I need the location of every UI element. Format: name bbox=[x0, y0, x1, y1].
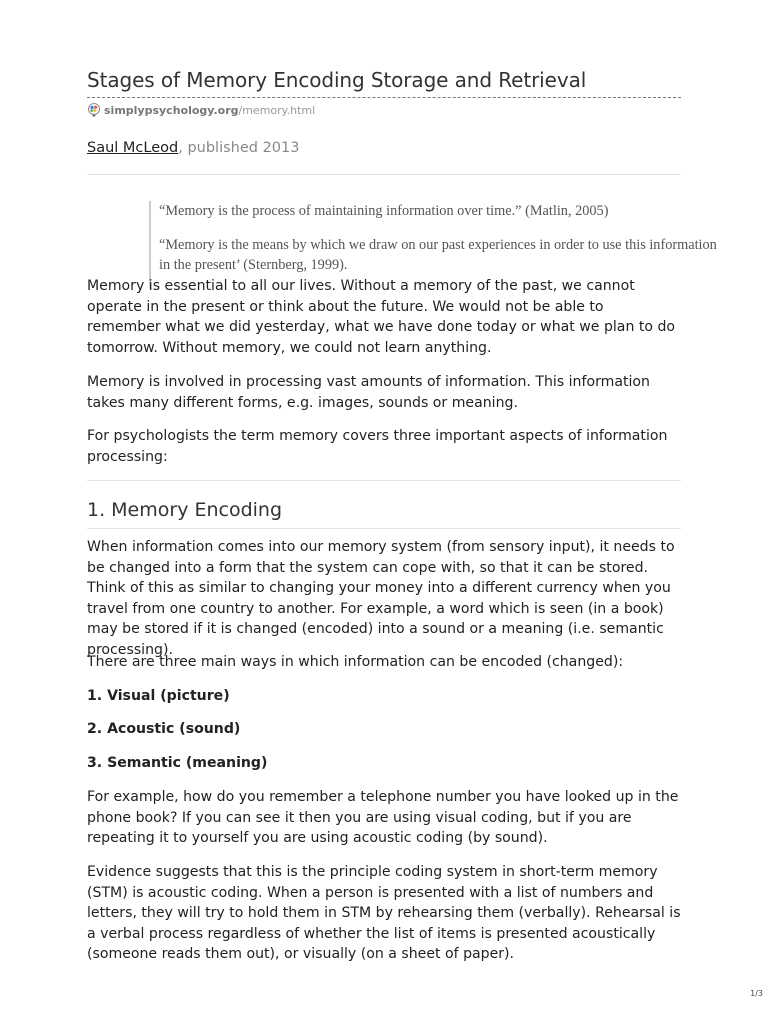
quote-sternberg: “Memory is the means by which we draw on our past experiences in order to use this information in the present’ (Sternberg, 1999). bbox=[159, 237, 717, 274]
page-number: 1/3 bbox=[750, 989, 763, 998]
list-item-semantic: 3. Semantic (meaning) bbox=[87, 755, 268, 771]
source-domain: simplypsychology.org bbox=[104, 103, 239, 117]
section-divider bbox=[87, 480, 681, 481]
heading-underline bbox=[87, 528, 681, 529]
section-heading-memory-encoding: 1. Memory Encoding bbox=[87, 499, 283, 521]
encoding-paragraph-3: For example, how do you remember a telephone number you have looked up in the phone book? If you can see it then you are using visual coding, but if you are repeating it to yourself you are using acoustic coding (by sound). bbox=[87, 789, 679, 846]
page-title: Stages of Memory Encoding Storage and Retrieval bbox=[87, 68, 587, 92]
encoding-paragraph-4: Evidence suggests that this is the principle coding system in short-term memory (STM) is acoustic coding. When a person is presented with a list of numbers and letters, they will try to hold them in STM by rehearsing them (verbally). Rehearsal is a verbal process regardless of whether the list of items is presented acoustically (someone reads them out), or visually (on a sheet of paper). bbox=[87, 864, 681, 962]
quote-matlin: “Memory is the process of maintaining information over time.” (Matlin, 2005) bbox=[159, 203, 609, 220]
intro-paragraph-1: Memory is essential to all our lives. Without a memory of the past, we cannot operate in the present or think about the future. We would not be able to remember what we did yesterday, what we have done today or what we plan to do tomorrow. Without memory, we could not learn anything. bbox=[87, 278, 676, 356]
source-link[interactable] bbox=[104, 104, 315, 117]
list-item-acoustic: 2. Acoustic (sound) bbox=[87, 721, 241, 737]
source-line bbox=[87, 103, 315, 117]
title-divider bbox=[87, 97, 681, 98]
source-path: /memory.html bbox=[238, 103, 316, 117]
encoding-paragraph-2: There are three main ways in which information can be encoded (changed): bbox=[87, 654, 624, 670]
publish-date: , published 2013 bbox=[178, 140, 300, 156]
intro-paragraph-3: For psychologists the term memory covers three important aspects of information processing: bbox=[87, 428, 668, 465]
site-logo-icon bbox=[87, 103, 101, 117]
encoding-paragraph-1: When information comes into our memory system (from sensory input), it needs to be changed into a form that the system can cope with, so that it can be stored. Think of this as similar to changing your money into a different currency when you travel from one country to another. For example, a word which is seen (in a book) may be stored if it is changed (encoded) into a sound or a meaning (i.e. semantic processing). bbox=[87, 539, 675, 658]
list-item-visual: 1. Visual (picture) bbox=[87, 688, 230, 704]
author-link[interactable]: Saul McLeod bbox=[87, 140, 179, 156]
byline bbox=[87, 140, 300, 156]
intro-paragraph-2: Memory is involved in processing vast amounts of information. This information takes many different forms, e.g. images, sounds or meaning. bbox=[87, 374, 650, 411]
byline-divider bbox=[87, 174, 681, 175]
